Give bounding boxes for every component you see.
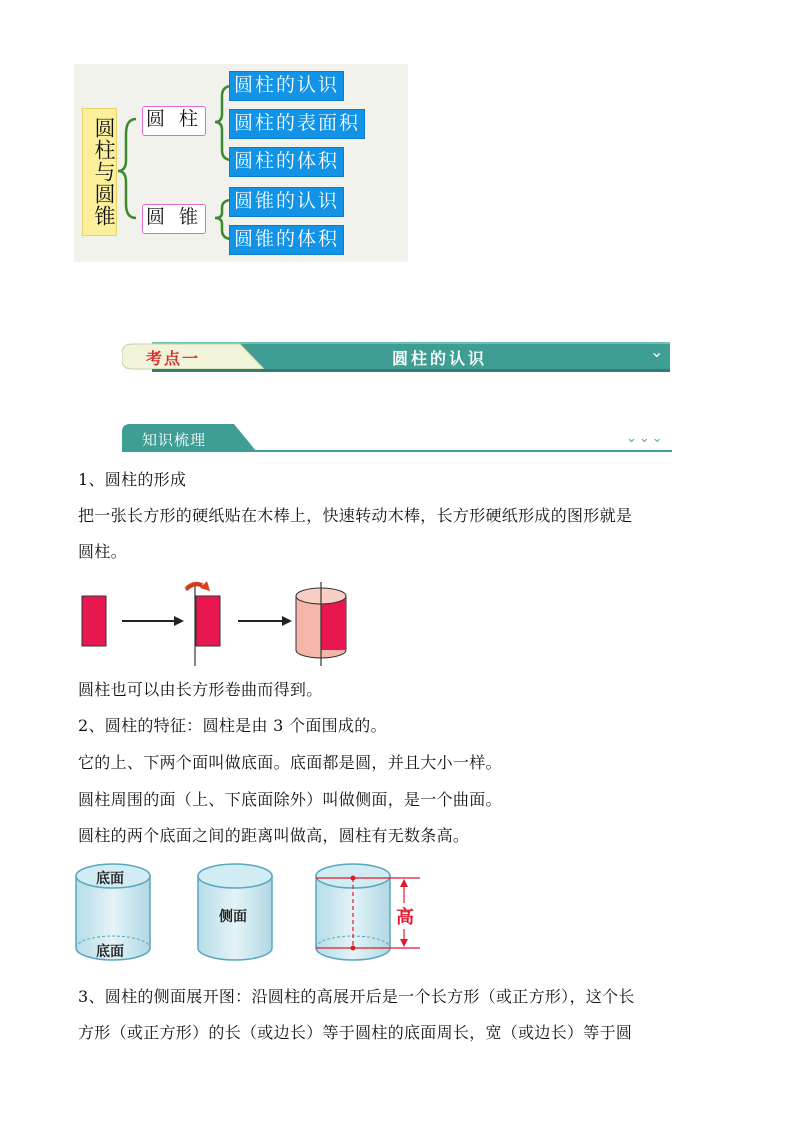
chevron-down-icon: ⌄	[650, 342, 664, 361]
leaf-cone-volume: 圆锥的体积	[229, 225, 344, 255]
p1-heading: 1、圆柱的形成	[78, 470, 187, 489]
section-banner	[122, 340, 670, 372]
banner-title: 圆柱的认识	[392, 349, 488, 368]
mind-map-root: 圆柱与圆锥	[82, 108, 117, 236]
knowledge-header-label: 知识梳理	[142, 431, 207, 449]
leaf-cylinder-recognition: 圆柱的认识	[229, 71, 344, 101]
p3-line3: 圆柱的两个底面之间的距离叫做高，圆柱有无数条高。	[78, 826, 470, 845]
cylinder-formation-figure	[76, 578, 366, 668]
triple-chevron-icon: ⌄⌄⌄	[626, 431, 665, 446]
leaf-cylinder-surface-area: 圆柱的表面积	[229, 109, 365, 139]
branch-cone: 圆 锥	[142, 204, 206, 234]
branch-cylinder: 圆 柱	[142, 106, 206, 136]
p4-line1: 3、圆柱的侧面展开图：沿圆柱的高展开后是一个长方形（或正方形），这个长	[78, 987, 635, 1006]
leaf-cone-recognition: 圆锥的认识	[229, 187, 344, 217]
knowledge-header	[122, 423, 672, 453]
banner-tag: 考点一	[146, 349, 201, 368]
p4-line2: 方形（或正方形）的长（或边长）等于圆柱的底面周长，宽（或边长）等于圆	[78, 1023, 633, 1042]
p3-line2: 圆柱周围的面（上、下底面除外）叫做侧面，是一个曲面。	[78, 790, 502, 809]
p3-line1: 它的上、下两个面叫做底面。底面都是圆，并且大小一样。	[78, 753, 502, 772]
p1-line1: 把一张长方形的硬纸贴在木棒上，快速转动木棒，长方形硬纸形成的图形就是	[78, 506, 633, 525]
label-lateral: 侧面	[219, 909, 247, 925]
p3-heading: 2、圆柱的特征：圆柱是由 3 个面围成的。	[78, 716, 387, 735]
leaf-cylinder-volume: 圆柱的体积	[229, 147, 344, 177]
label-top-base: 底面	[96, 871, 124, 887]
p2: 圆柱也可以由长方形卷曲而得到。	[78, 680, 323, 699]
mind-map	[74, 64, 408, 262]
cylinder-parts-figure	[74, 858, 430, 978]
p1-line2: 圆柱。	[78, 542, 127, 561]
label-bottom-base: 底面	[96, 944, 124, 960]
label-height: 高	[396, 903, 414, 929]
